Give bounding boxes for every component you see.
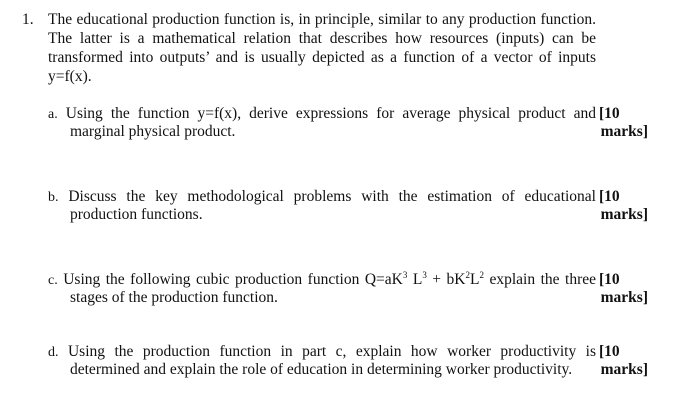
part-c-marks-open: [10: [599, 271, 620, 288]
part-c-line-1: [48, 270, 596, 290]
part-d-marks-open: [10: [599, 343, 620, 360]
part-b-text: Discuss the key methodological problems with the estimation of educational: [68, 188, 596, 205]
part-d: [48, 342, 648, 382]
part-c-line-2: stages of the production function.: [70, 289, 278, 306]
part-a-marks-open: [10: [599, 105, 620, 122]
intro-line: The latter is a mathematical relation that describes how resources (inputs) can be: [48, 30, 596, 47]
part-a-line-2: marginal physical product.: [70, 123, 236, 140]
part-c-text-a: Using the following cubic production function Q=aK: [63, 271, 403, 288]
exponent: 3: [402, 270, 408, 280]
part-c-text-b: L: [407, 271, 423, 288]
part-b-line-1: [48, 187, 596, 207]
part-c-label: c.: [48, 273, 58, 288]
exponent: 2: [479, 270, 484, 280]
part-a: [48, 104, 648, 144]
part-b-label: b.: [48, 190, 59, 205]
part-d-line-1: [48, 342, 596, 362]
part-b-marks-close: marks]: [600, 206, 648, 223]
part-c-marks-close: marks]: [600, 289, 648, 306]
exponent: 2: [465, 270, 470, 280]
part-a-marks-close: marks]: [600, 123, 648, 140]
part-b-marks-open: [10: [599, 188, 620, 205]
intro-line: y=f(x).: [48, 68, 92, 85]
part-d-text: Using the production function in part c, explain how worker productivity is: [67, 343, 596, 360]
part-c: [48, 270, 648, 310]
question-number: 1.: [22, 11, 34, 28]
part-c-text-c: + bK: [426, 271, 466, 288]
part-a-text: Using the function y=f(x), derive expressions for average physical product and: [65, 105, 597, 122]
part-b: [48, 187, 648, 227]
part-a-line-1: [48, 104, 596, 124]
part-d-line-2: determined and explain the role of education in determining worker productivity.: [70, 361, 573, 378]
part-c-text-d: L: [470, 271, 480, 288]
part-a-label: a.: [48, 107, 58, 122]
part-d-label: d.: [48, 345, 59, 360]
part-d-marks-close: marks]: [600, 361, 648, 378]
part-c-text-e: explain the three: [483, 271, 597, 288]
part-b-line-2: production functions.: [70, 206, 203, 223]
intro-line: The educational production function is, in principle, similar to any production function.: [48, 11, 596, 28]
exponent: 3: [422, 270, 427, 280]
question-intro: [48, 10, 596, 86]
intro-line: transformed into outputs’ and is usually depicted as a function of a vector of inputs: [48, 49, 596, 66]
